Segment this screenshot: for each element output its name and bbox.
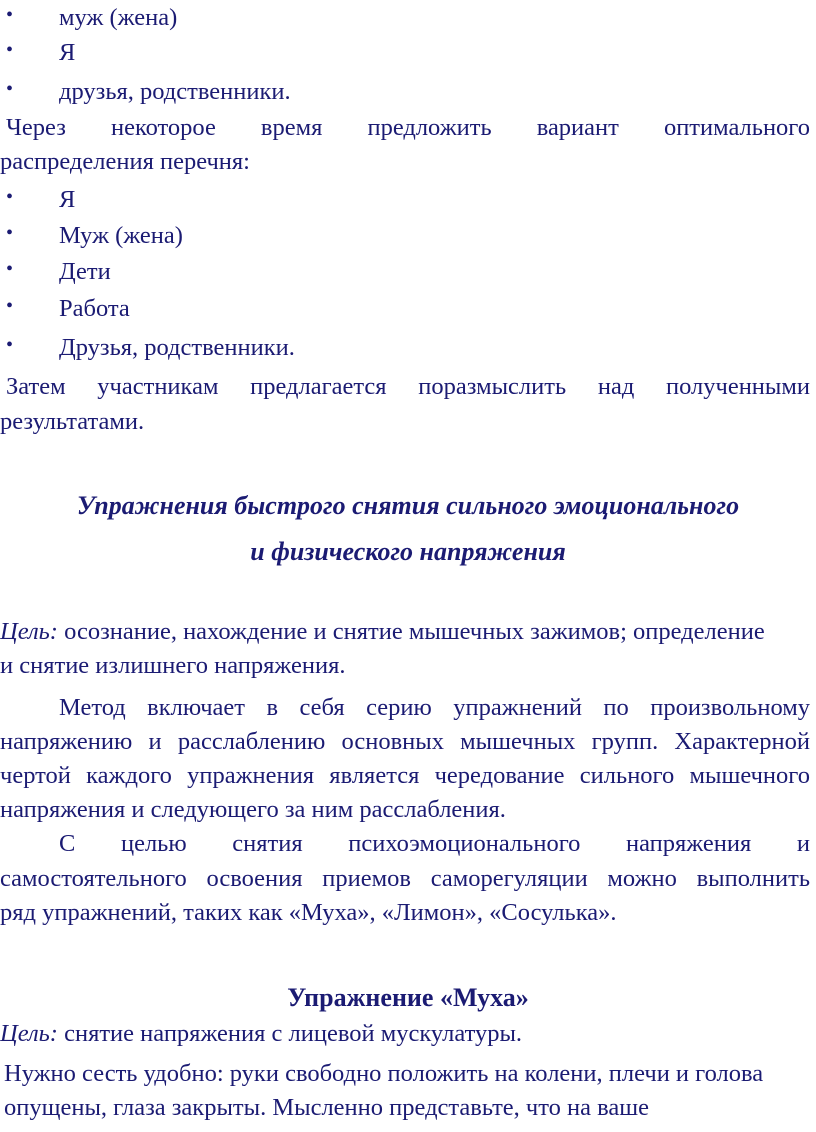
list-item [0,186,816,220]
bullet-icon: • [6,258,14,280]
list-item [0,222,816,256]
list-item-text: Дети [59,258,111,285]
paragraph-line: напряжению и расслаблению основных мышечных групп. Характерной [0,728,810,755]
paragraph-line: напряжения и следующего за ним расслабления. [0,796,506,823]
list-item-text: Я [59,39,76,66]
paragraph-line: чертой каждого упражнения является чередование сильного мышечного [0,762,810,789]
bullet-icon: • [6,186,14,208]
bullet-icon: • [6,222,14,244]
goal-line: и снятие излишнего напряжения. [0,652,346,679]
list-item [0,295,816,329]
goal-text: снятие напряжения с лицевой мускулатуры. [57,1020,523,1047]
section-title-line: Упражнения быстрого снятия сильного эмоционального [76,491,740,520]
list-item [0,4,816,38]
paragraph-line: Нужно сесть удобно: руки свободно положить на колени, плечи и голова [4,1060,764,1087]
list-item [0,78,816,112]
paragraph-line: ряд упражнений, таких как «Муха», «Лимон», «Сосулька». [0,899,617,926]
paragraph-line: распределения перечня: [0,148,250,175]
list-item-text: Работа [59,295,130,322]
list-item-text: друзья, родственники. [59,78,291,105]
goal-label: Цель: [0,1020,58,1047]
paragraph-line: результатами. [0,408,145,435]
list-item-text: Я [59,186,76,213]
paragraph-line: Метод включает в себя серию упражнений по произвольному [59,694,810,721]
section-title: Упражнение «Муха» [287,983,529,1012]
bullet-icon: • [6,39,14,61]
list-item [0,258,816,292]
goal-text: осознание, нахождение и снятие мышечных зажимов; определение [57,618,765,645]
bullet-icon: • [6,295,14,317]
list-item [0,39,816,73]
list-item-text: муж (жена) [59,4,178,31]
goal-label: Цель: [0,618,58,645]
goal-line [0,1020,522,1048]
paragraph-line: С целью снятия психоэмоционального напряжения и [59,830,810,857]
bullet-icon: • [6,4,14,26]
paragraph-line: Затем участникам предлагается поразмыслить над полученными [6,373,810,400]
list-item-text: Друзья, родственники. [59,334,295,361]
goal-line [0,618,765,646]
list-item-text: Муж (жена) [59,222,183,249]
bullet-icon: • [6,334,14,356]
bullet-icon: • [6,78,14,100]
list-item [0,334,816,368]
section-title-line: и физического напряжения [250,537,566,566]
paragraph-line: Через некоторое время предложить вариант оптимального [6,114,810,141]
paragraph-line: самостоятельного освоения приемов саморегуляции можно выполнить [0,865,810,892]
paragraph-line: опущены, глаза закрыты. Мысленно представьте, что на ваше [4,1094,649,1121]
